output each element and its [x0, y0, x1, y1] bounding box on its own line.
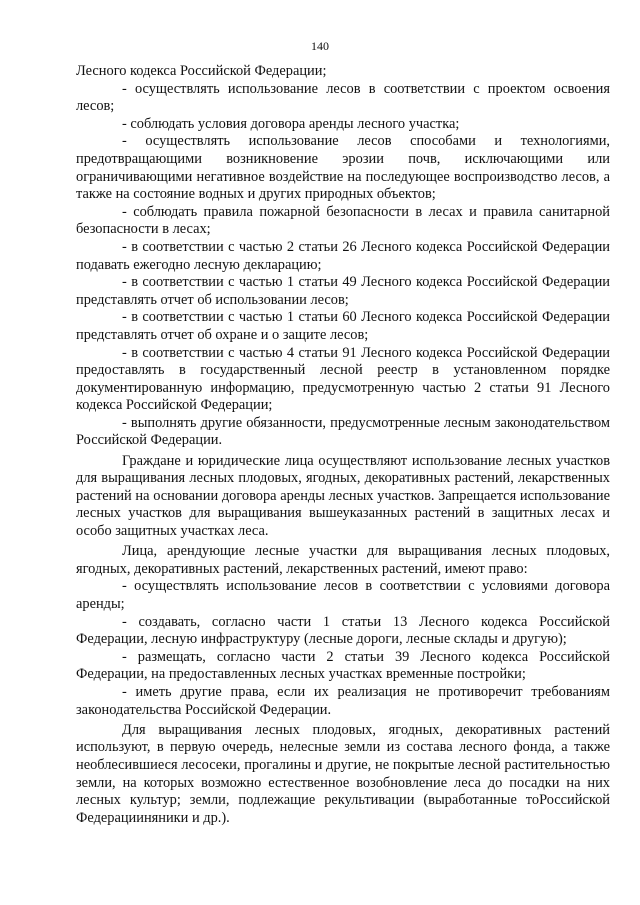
paragraph: Для выращивания лесных плодовых, ягодных, декоративных растений используют, в первую очередь, нелесные земли из состава лесного фонда, а также необлесившиеся лесосеки, прогалины и другие, не покрытые лесной растительностью земли, на которых возможно естественное возобновление леса до посадки на них лесных культур; земли, подлежащие рекультивации (выработанные тоРоссийской Федерацииняники и др.). — [76, 721, 610, 826]
page-number: 140 — [311, 39, 329, 53]
paragraph: Лица, арендующие лесные участки для выращивания лесных плодовых, ягодных, декоративных растений, лекарственных растений, имеют право: — [76, 543, 610, 577]
list-item: - соблюдать правила пожарной безопасности в лесах и правила санитарной безопасности в лесах; — [76, 203, 610, 238]
list-item: - в соответствии с частью 2 статьи 26 Лесного кодекса Российской Федерации подавать ежегодно лесную декларацию; — [76, 238, 610, 273]
list-item: - осуществлять использование лесов в соответствии с условиями договора аренды; — [76, 578, 610, 612]
list-item: - размещать, согласно части 2 статьи 39 Лесного кодекса Российской Федерации, на предоставленных лесных участках временные постройки; — [76, 648, 610, 683]
list-item: - создавать, согласно части 1 статьи 13 Лесного кодекса Российской Федерации, лесную инфраструктуру (лесные дороги, лесные склады и другую); — [76, 613, 610, 648]
list-item: - иметь другие права, если их реализация не противоречит требованиям законодательства Российской Федерации. — [76, 683, 610, 718]
list-item: - выполнять другие обязанности, предусмотренные лесным законодательством Российской Федерации. — [76, 414, 610, 449]
list-item: - осуществлять использование лесов в соответствии с проектом освоения лесов; — [76, 80, 610, 115]
list-item: - соблюдать условия договора аренды лесного участка; — [122, 115, 460, 132]
list-item: - в соответствии с частью 1 статьи 49 Лесного кодекса Российской Федерации представлять отчет об использовании лесов; — [76, 274, 610, 308]
paragraph: Лесного кодекса Российской Федерации; — [76, 63, 327, 79]
list-item: - осуществлять использование лесов способами и технологиями, предотвращающими возникновение эрозии почв, исключающими или ограничивающими негативное воздействие на последующее воспроизводство лесов, а также на состояние водных и других природных объектов; — [76, 133, 610, 203]
list-item: - в соответствии с частью 4 статьи 91 Лесного кодекса Российской Федерации предоставлять в государственный лесной реестр в установленном порядке документированную информацию, предусмотренную частью 2 статьи 91 Лесного кодекса Российской Федерации; — [76, 344, 610, 414]
page-body — [76, 63, 610, 827]
list-item: - в соответствии с частью 1 статьи 60 Лесного кодекса Российской Федерации представлять отчет об охране и о защите лесов; — [76, 309, 610, 343]
paragraph: Граждане и юридические лица осуществляют использование лесных участков для выращивания лесных плодовых, ягодных, декоративных растений, лекарственных растений на основании договора аренды лесных участков. Запрещается использование лесных участков для выращивания вышеуказанных растений в защитных лесах и особо защитных участках леса. — [76, 452, 610, 540]
